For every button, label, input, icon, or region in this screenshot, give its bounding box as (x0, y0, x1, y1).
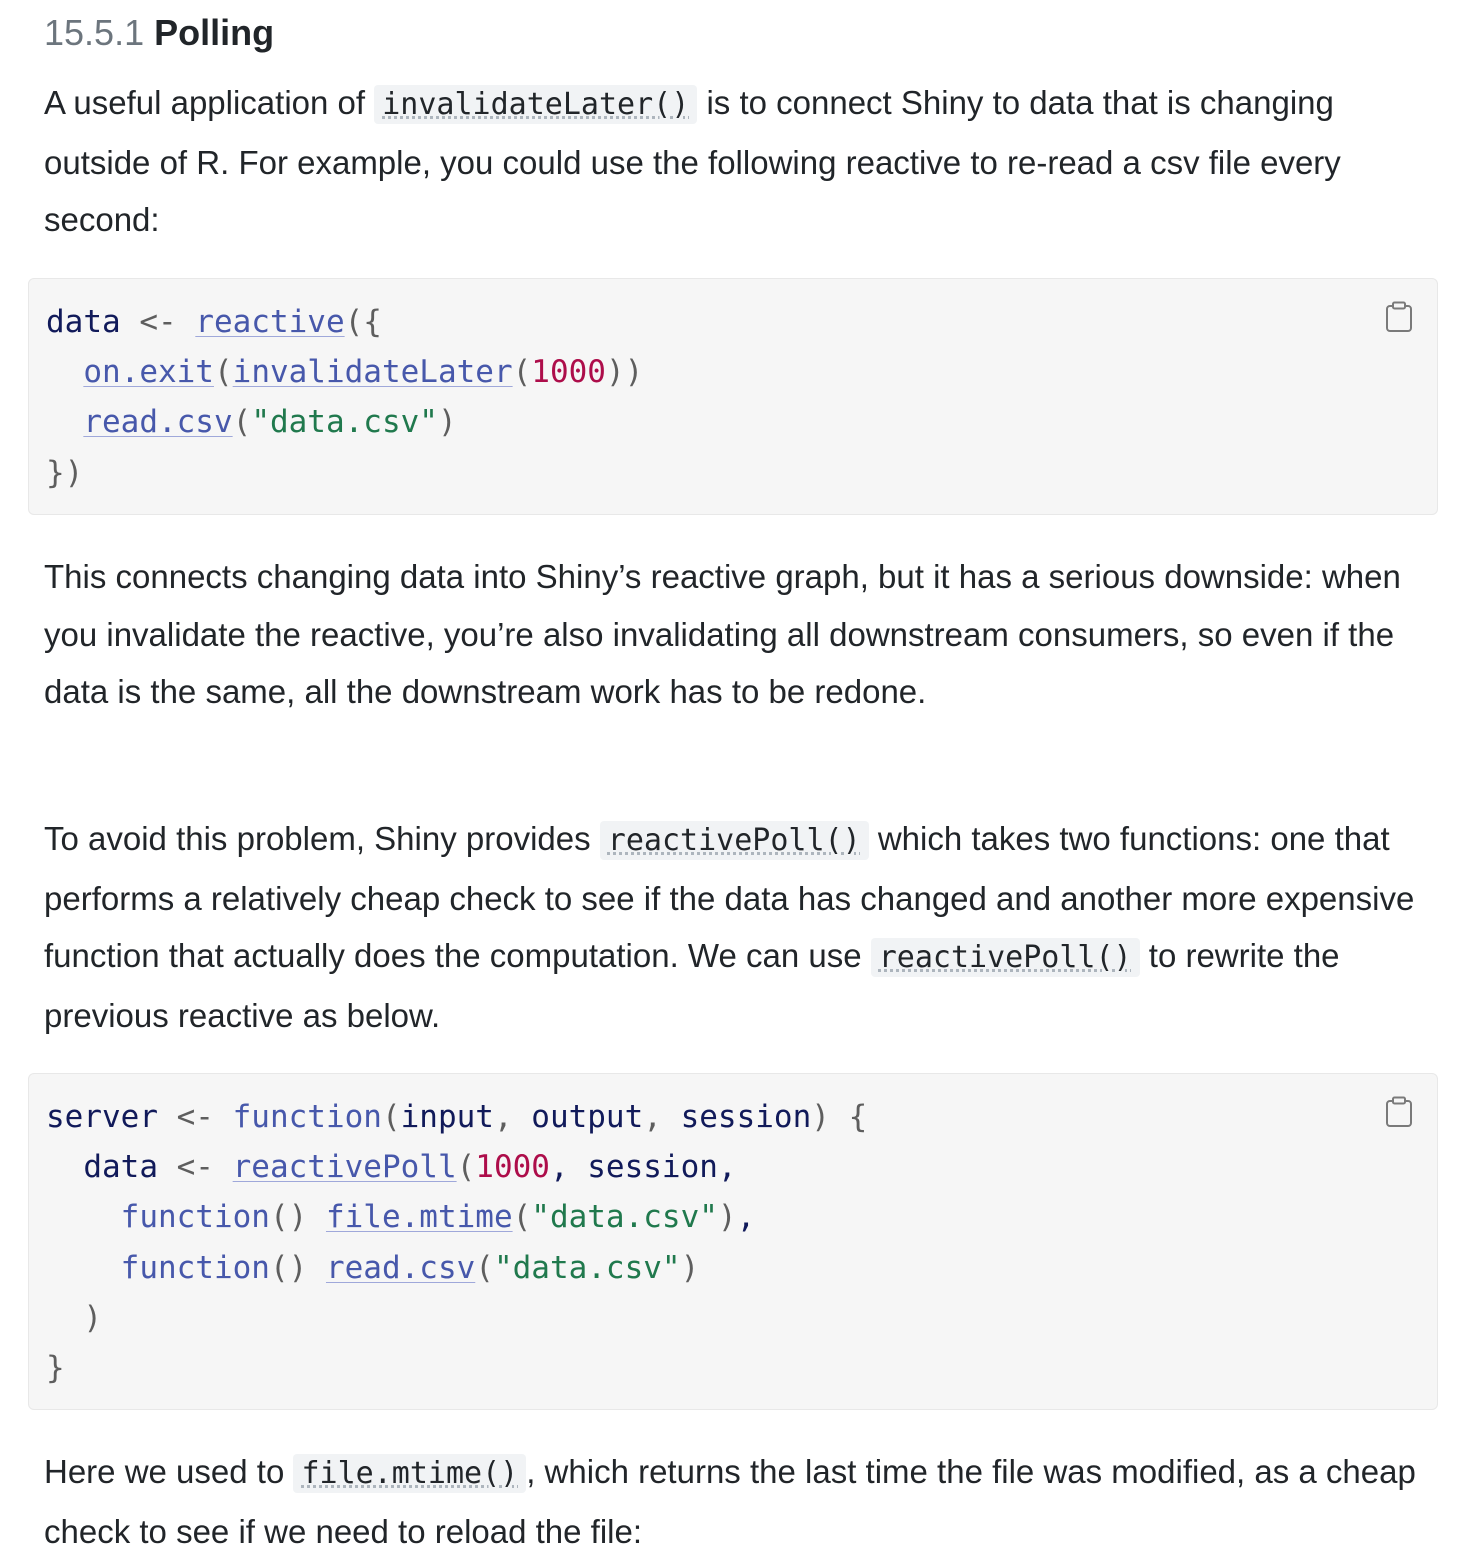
code-token (46, 1199, 121, 1235)
code-token: ( (232, 404, 252, 441)
code-line (46, 1199, 755, 1235)
code-token: <- (157, 1099, 233, 1135)
code-line (46, 1099, 867, 1135)
code-token (46, 354, 83, 390)
code-token: "data.csv" (251, 404, 438, 441)
inline-code-link[interactable]: reactivePoll() (871, 938, 1140, 977)
clipboard-icon[interactable] (1385, 1096, 1413, 1128)
code-block-server (28, 1073, 1438, 1410)
code-token: ( (456, 1149, 476, 1186)
section-number: 15.5.1 (44, 12, 145, 53)
code-function-link[interactable]: read.csv (325, 1249, 476, 1286)
code-token (46, 1250, 121, 1286)
code-line (46, 354, 643, 390)
section-heading (44, 8, 274, 58)
code-token: function (120, 1199, 270, 1236)
code-token: server (46, 1099, 158, 1135)
code-token: <- (120, 304, 196, 340)
code-token: ( (512, 354, 532, 391)
code-block-reactive (28, 278, 1438, 515)
paragraph-intro (44, 74, 1444, 249)
code-token: data (83, 1149, 158, 1186)
code-token: ) (680, 1249, 700, 1286)
code-token: "data.csv" (531, 1199, 718, 1236)
code-token: input (400, 1099, 494, 1135)
code-function-link[interactable]: file.mtime (325, 1199, 513, 1236)
code-token: session (680, 1099, 812, 1135)
code-line (46, 1250, 699, 1286)
code-token: , (493, 1099, 532, 1135)
code-token: function (232, 1099, 382, 1135)
code-function-link[interactable]: read.csv (83, 404, 233, 441)
code-token: function (120, 1249, 270, 1286)
code-token: ( (475, 1249, 494, 1286)
code-token: ( (512, 1199, 532, 1236)
code-line (46, 1350, 65, 1386)
code-function-link[interactable]: reactivePoll (232, 1149, 457, 1186)
code-token (46, 1149, 83, 1185)
code-function-link[interactable]: on.exit (83, 354, 214, 391)
clipboard-icon[interactable] (1385, 301, 1413, 333)
code-token: , (643, 1099, 681, 1135)
code-content (29, 1074, 1437, 1411)
code-token: , (736, 1199, 756, 1236)
code-token: ) { (811, 1099, 868, 1135)
code-token: output (531, 1099, 644, 1135)
paragraph-text: To avoid this problem, Shiny provides (44, 820, 600, 857)
paragraph-text: which takes two functions: one that performs a relatively cheap check to see if the data has changed and another more expensive function that actually does the computation. We can use (44, 820, 1415, 974)
code-line (46, 1149, 737, 1185)
code-token: , session, (549, 1149, 737, 1186)
code-token (46, 404, 83, 440)
inline-code-link[interactable]: invalidateLater() (374, 85, 697, 124)
code-line (46, 404, 457, 440)
code-token: () (269, 1249, 326, 1286)
code-token: ({ (344, 304, 382, 340)
code-function-link[interactable]: reactive (195, 304, 345, 340)
section-title: Polling (154, 12, 275, 53)
paragraph-reactivepoll (44, 810, 1444, 1044)
code-line (46, 1300, 102, 1336)
inline-code-link[interactable]: reactivePoll() (600, 821, 869, 860)
code-token: "data.csv" (493, 1249, 681, 1286)
code-token: ( (213, 354, 233, 391)
code-token: ) (717, 1199, 737, 1236)
code-token: ( (381, 1099, 401, 1135)
code-token: () (269, 1199, 326, 1236)
code-token: )) (605, 354, 644, 391)
paragraph-text: to rewrite the previous reactive as below. (44, 937, 1340, 1034)
code-token: }) (46, 454, 84, 491)
code-token: ) (46, 1299, 102, 1336)
paragraph-mtime (44, 1443, 1444, 1560)
code-line (46, 455, 83, 491)
code-token: } (46, 1350, 65, 1387)
paragraph-text: , which returns the last time the file was modified, as a cheap check to see if we need to reload the file: (44, 1453, 1416, 1550)
code-token: 1000 (475, 1149, 550, 1186)
code-token: data (46, 304, 121, 340)
inline-code-link[interactable]: file.mtime() (293, 1454, 526, 1493)
code-content (29, 279, 1437, 516)
code-function-link[interactable]: invalidateLater (232, 354, 513, 391)
code-token: 1000 (531, 354, 606, 391)
code-token: <- (157, 1149, 233, 1186)
code-line (46, 304, 382, 340)
paragraph-text: is to connect Shiny to data that is changing outside of R. For example, you could use the following reactive to re-read a csv file every second: (44, 84, 1341, 238)
paragraph-text: A useful application of (44, 84, 375, 121)
code-token: ) (437, 404, 457, 441)
paragraph-text: Here we used to (44, 1453, 294, 1490)
paragraph-downside: This connects changing data into Shiny’s reactive graph, but it has a serious downside: when you invalidate the reactive, you’re also invalidating all downstream consumers, so even if the data is the same, all the downstream work has to be redone. (44, 558, 1401, 710)
